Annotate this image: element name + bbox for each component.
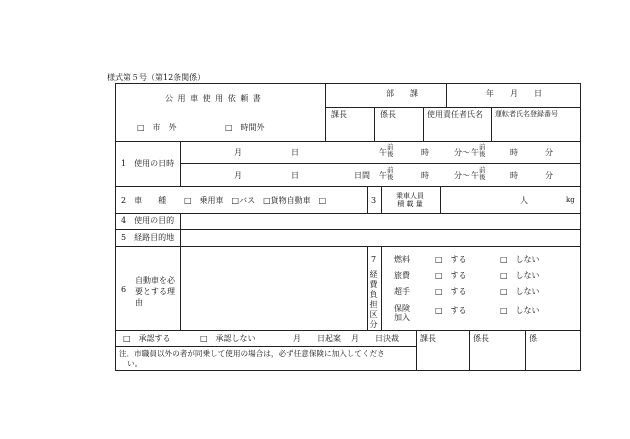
row1-day: 日 bbox=[291, 148, 299, 157]
row1-ampm-prefix-2: 午 bbox=[379, 171, 387, 180]
row1-ampm-end bbox=[479, 144, 486, 158]
rule bbox=[367, 246, 368, 330]
row1-label: 1 使用の日時 bbox=[121, 159, 175, 168]
row6-label bbox=[135, 275, 175, 308]
form-title: 公 用 車 使 用 依 頼 書 bbox=[165, 94, 262, 103]
rule bbox=[325, 107, 581, 108]
rule bbox=[325, 83, 326, 141]
cost-travel-no[interactable]: □ しない bbox=[500, 271, 540, 280]
rule bbox=[115, 83, 116, 371]
row1-min-end: 分 bbox=[545, 148, 553, 157]
insurance-line2: 加入 bbox=[394, 313, 410, 322]
cost-overtime-label: 超手 bbox=[394, 287, 410, 296]
cost-fuel-label: 燃料 bbox=[394, 255, 410, 264]
approve-checkbox[interactable]: □ 承認する bbox=[123, 334, 171, 343]
row6-label-line2: 要とする理 bbox=[135, 287, 175, 296]
people-unit: 人 bbox=[520, 196, 528, 205]
row1-day-2: 日 bbox=[291, 171, 299, 180]
cost-insurance-no[interactable]: □ しない bbox=[500, 306, 540, 315]
row1-hour: 時 bbox=[421, 148, 429, 157]
rule bbox=[115, 186, 581, 187]
rule bbox=[491, 107, 492, 141]
scope-city-checkbox[interactable]: □ 市 外 bbox=[137, 123, 177, 132]
row1-ampm-prefix: 午 bbox=[379, 148, 387, 157]
ampm-am: 前 bbox=[479, 143, 486, 151]
rule bbox=[115, 213, 581, 214]
deny-checkbox[interactable]: □ 承認しない bbox=[200, 334, 256, 343]
row3-label bbox=[396, 192, 424, 208]
rule bbox=[580, 83, 581, 371]
ampm-am: 前 bbox=[387, 166, 394, 174]
rule bbox=[180, 163, 581, 164]
row6-number: 6 bbox=[121, 285, 127, 294]
cost-fuel-no[interactable]: □ しない bbox=[500, 255, 540, 264]
row1-min-from-2: 分〜 bbox=[454, 171, 470, 180]
rule bbox=[381, 186, 382, 213]
row1-min-end-2: 分 bbox=[545, 171, 553, 180]
decided-date: 月 日決裁 bbox=[351, 334, 399, 343]
approval-kacho-bottom: 課長 bbox=[420, 334, 436, 343]
rule bbox=[525, 330, 526, 371]
row1-hour-end: 時 bbox=[510, 148, 518, 157]
rule bbox=[115, 346, 416, 347]
rule bbox=[115, 246, 581, 247]
cost-insurance-label bbox=[394, 304, 410, 322]
cost-overtime-no[interactable]: □ しない bbox=[500, 287, 540, 296]
rule bbox=[180, 213, 181, 246]
insurance-line1: 保険 bbox=[394, 304, 410, 313]
load-label: 積 載 量 bbox=[397, 200, 423, 208]
row1-term: 日間 bbox=[354, 171, 370, 180]
rule bbox=[381, 246, 382, 330]
ampm-am: 前 bbox=[479, 166, 486, 174]
row1-ampm-start-2 bbox=[387, 167, 394, 181]
department-label: 部 課 bbox=[386, 89, 418, 98]
rule bbox=[423, 107, 424, 141]
rule bbox=[115, 330, 581, 331]
approval-kakaricho-bottom: 係長 bbox=[473, 334, 489, 343]
ampm-pm: 後 bbox=[387, 173, 394, 181]
kg-unit: kg bbox=[566, 196, 575, 204]
row1-hour-2: 時 bbox=[421, 171, 429, 180]
row1-min-from: 分〜 bbox=[454, 148, 470, 157]
rule bbox=[446, 83, 447, 107]
rule bbox=[440, 186, 441, 213]
approval-user-name: 使用責任者氏名 bbox=[427, 110, 483, 119]
scope-after-hours-checkbox[interactable]: □ 時間外 bbox=[225, 123, 265, 132]
row2-label: 2 車 種 bbox=[121, 196, 167, 205]
row1-ampm-start bbox=[387, 144, 394, 158]
approval-kacho: 課長 bbox=[331, 110, 347, 119]
rule bbox=[115, 229, 581, 230]
vehicle-type-options[interactable]: □ 乗用車 □バス □貨物自動車 □ bbox=[184, 196, 327, 205]
cost-insurance-yes[interactable]: □ する bbox=[435, 306, 467, 315]
row6-label-line3: 由 bbox=[135, 298, 143, 307]
approval-kakaricho: 係長 bbox=[380, 110, 396, 119]
note-line1: 注．市職員以外の者が同乗して使用の場合は，必ず任意保険に加入してくださ bbox=[119, 349, 385, 358]
rule bbox=[374, 107, 375, 141]
row7-number: 7 bbox=[371, 255, 377, 264]
cost-burden-label: 経費負担区分 bbox=[369, 270, 378, 330]
row1-ampm-prefix-end-2: 午 bbox=[471, 171, 479, 180]
drafted-date: 月 日起案 bbox=[293, 334, 341, 343]
approval-kakari-bottom: 係 bbox=[529, 334, 537, 343]
row3-number: 3 bbox=[371, 196, 377, 205]
ampm-pm: 後 bbox=[479, 150, 486, 158]
rule bbox=[367, 186, 368, 213]
rule bbox=[115, 370, 581, 371]
ampm-pm: 後 bbox=[387, 150, 394, 158]
date-label: 年 月 日 bbox=[486, 89, 542, 98]
row5-label: 5 経路目的地 bbox=[121, 233, 175, 242]
cost-travel-yes[interactable]: □ する bbox=[435, 271, 467, 280]
row1-month: 月 bbox=[234, 148, 242, 157]
row1-ampm-end-2 bbox=[479, 167, 486, 181]
rule bbox=[115, 83, 581, 84]
rule bbox=[115, 141, 581, 142]
rule bbox=[180, 246, 181, 330]
row1-hour-end-2: 時 bbox=[510, 171, 518, 180]
cost-overtime-yes[interactable]: □ する bbox=[435, 287, 467, 296]
cost-travel-label: 旅費 bbox=[394, 271, 410, 280]
cost-fuel-yes[interactable]: □ する bbox=[435, 255, 467, 264]
row6-label-line1: 自動車を必 bbox=[135, 276, 175, 285]
passengers-label: 乗車人員 bbox=[396, 192, 424, 200]
rule bbox=[180, 141, 181, 186]
row1-month-2: 月 bbox=[234, 171, 242, 180]
approval-driver-reg: 運転者氏名登録番号 bbox=[495, 110, 558, 118]
rule bbox=[469, 330, 470, 371]
row1-ampm-prefix-end: 午 bbox=[471, 148, 479, 157]
note-line2: い。 bbox=[127, 359, 143, 368]
ampm-pm: 後 bbox=[479, 173, 486, 181]
ampm-am: 前 bbox=[387, 143, 394, 151]
form-number: 様式第５号（第12条関係） bbox=[107, 73, 206, 82]
row4-label: 4 使用の目的 bbox=[121, 216, 175, 225]
rule bbox=[416, 330, 417, 371]
